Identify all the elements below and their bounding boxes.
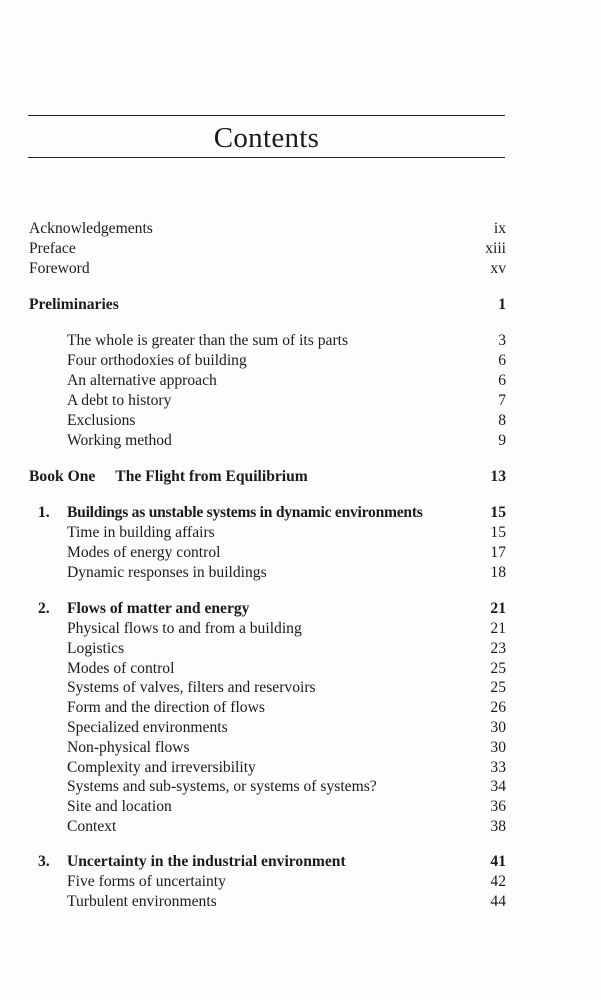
toc-entry[interactable] — [0, 698, 601, 718]
toc-entry-page: 15 — [490, 524, 506, 541]
toc-part-heading[interactable] — [0, 467, 601, 487]
toc-entry-page: 13 — [490, 468, 506, 485]
toc-entry-label: Working method — [67, 432, 172, 449]
toc-entry-page: 34 — [490, 778, 506, 795]
toc-entry-page: 44 — [490, 893, 506, 910]
toc-entry-label: Context — [67, 818, 117, 835]
toc-entry-page: 8 — [498, 412, 506, 429]
toc-entry-label: Logistics — [67, 640, 125, 657]
toc-entry[interactable] — [0, 777, 601, 797]
toc-entry-label: Time in building affairs — [67, 524, 215, 541]
toc-entry-page: 1 — [498, 296, 506, 313]
toc-entry[interactable] — [0, 219, 601, 239]
toc-entry[interactable] — [0, 563, 601, 583]
toc-entry[interactable] — [0, 371, 601, 391]
toc-entry-page: 30 — [490, 739, 506, 756]
toc-entry[interactable] — [0, 817, 601, 837]
toc-entry-label: Four orthodoxies of building — [67, 352, 247, 369]
toc-entry-page: 21 — [490, 600, 506, 617]
part-number: Book One — [29, 468, 96, 485]
toc-entry-page: ix — [493, 220, 506, 237]
chapter-number: 3. — [38, 853, 50, 870]
toc-entry-page: 25 — [490, 679, 506, 696]
toc-entry[interactable] — [0, 431, 601, 451]
toc-entry-page: 17 — [490, 544, 506, 561]
toc-entry-page: 18 — [490, 564, 506, 581]
toc-entry-label: Modes of control — [67, 660, 175, 677]
toc-entry-page: 42 — [490, 873, 506, 890]
toc-entry-label: Flows of matter and energy — [67, 600, 250, 617]
toc-entry-label: Preliminaries — [29, 296, 119, 313]
toc-entry-label: Turbulent environments — [67, 893, 217, 910]
toc-entry-label: Buildings as unstable systems in dynamic environments — [67, 504, 423, 521]
toc-entry-page: 25 — [490, 660, 506, 677]
toc-entry-page: 41 — [490, 853, 506, 870]
toc-entry-page: 6 — [498, 352, 506, 369]
toc-entry-label: A debt to history — [67, 392, 172, 409]
toc-entry[interactable] — [0, 411, 601, 431]
toc-entry-label: Specialized environments — [67, 719, 228, 736]
toc-entry-page: 15 — [490, 504, 506, 521]
toc-entry[interactable] — [0, 738, 601, 758]
toc-entry[interactable] — [0, 391, 601, 411]
toc-entry-label: Foreword — [29, 260, 90, 277]
toc-entry-label: Preface — [29, 240, 76, 257]
toc-entry-label: Systems and sub-systems, or systems of systems? — [67, 778, 377, 795]
toc-entry-label: Exclusions — [67, 412, 136, 429]
toc-entry-page: xiii — [485, 240, 506, 257]
chapter-number: 1. — [38, 504, 50, 521]
toc-section-heading[interactable] — [0, 295, 601, 315]
toc-entry-label — [29, 467, 308, 487]
toc-entry-page: xv — [490, 260, 506, 277]
toc-entry[interactable] — [0, 718, 601, 738]
toc-entry-page: 7 — [498, 392, 506, 409]
toc-entry-page: 26 — [490, 699, 506, 716]
toc-entry-label: Physical flows to and from a building — [67, 620, 302, 637]
toc-entry[interactable] — [0, 239, 601, 259]
toc-entry-label: Modes of energy control — [67, 544, 221, 561]
toc-entry-page: 36 — [490, 798, 506, 815]
toc-entry[interactable] — [0, 331, 601, 351]
toc-entry[interactable] — [0, 543, 601, 563]
toc-entry-page: 23 — [490, 640, 506, 657]
toc-entry[interactable] — [0, 892, 601, 912]
toc-entry-label: Site and location — [67, 798, 172, 815]
toc-entry-label: The whole is greater than the sum of its parts — [67, 332, 349, 349]
toc-entry-page: 3 — [498, 332, 506, 349]
toc-entry[interactable] — [0, 659, 601, 679]
toc-entry[interactable] — [0, 758, 601, 778]
toc-chapter-heading[interactable] — [0, 852, 601, 872]
toc-entry[interactable] — [0, 678, 601, 698]
toc-entry-label: Non-physical flows — [67, 739, 190, 756]
toc-entry-label: Acknowledgements — [29, 220, 153, 237]
page-title: Contents — [213, 122, 320, 154]
toc-chapter-heading[interactable] — [0, 503, 601, 523]
toc-entry-page: 33 — [490, 759, 506, 776]
toc-entry-label: Complexity and irreversibility — [67, 759, 256, 776]
toc-entry-label: Uncertainty in the industrial environment — [67, 853, 346, 870]
toc-entry-page: 30 — [490, 719, 506, 736]
toc-entry[interactable] — [0, 639, 601, 659]
toc-entry-label: An alternative approach — [67, 372, 217, 389]
toc-entry-label: Dynamic responses in buildings — [67, 564, 267, 581]
toc-entry[interactable] — [0, 797, 601, 817]
toc-entry-page: 21 — [490, 620, 506, 637]
toc-entry[interactable] — [0, 259, 601, 279]
toc-entry-page: 38 — [490, 818, 506, 835]
toc-chapter-heading[interactable] — [0, 599, 601, 619]
part-title: The Flight from Equilibrium — [115, 468, 308, 485]
toc-entry[interactable] — [0, 523, 601, 543]
toc-entry[interactable] — [0, 351, 601, 371]
toc-entry-page: 6 — [498, 372, 506, 389]
toc-entry-page: 9 — [498, 432, 506, 449]
toc-entry[interactable] — [0, 619, 601, 639]
toc-entry-label: Five forms of uncertainty — [67, 873, 226, 890]
toc-entry-label: Form and the direction of flows — [67, 699, 265, 716]
toc-entry-label: Systems of valves, filters and reservoirs — [67, 679, 316, 696]
chapter-number: 2. — [38, 600, 50, 617]
toc-entry[interactable] — [0, 872, 601, 892]
